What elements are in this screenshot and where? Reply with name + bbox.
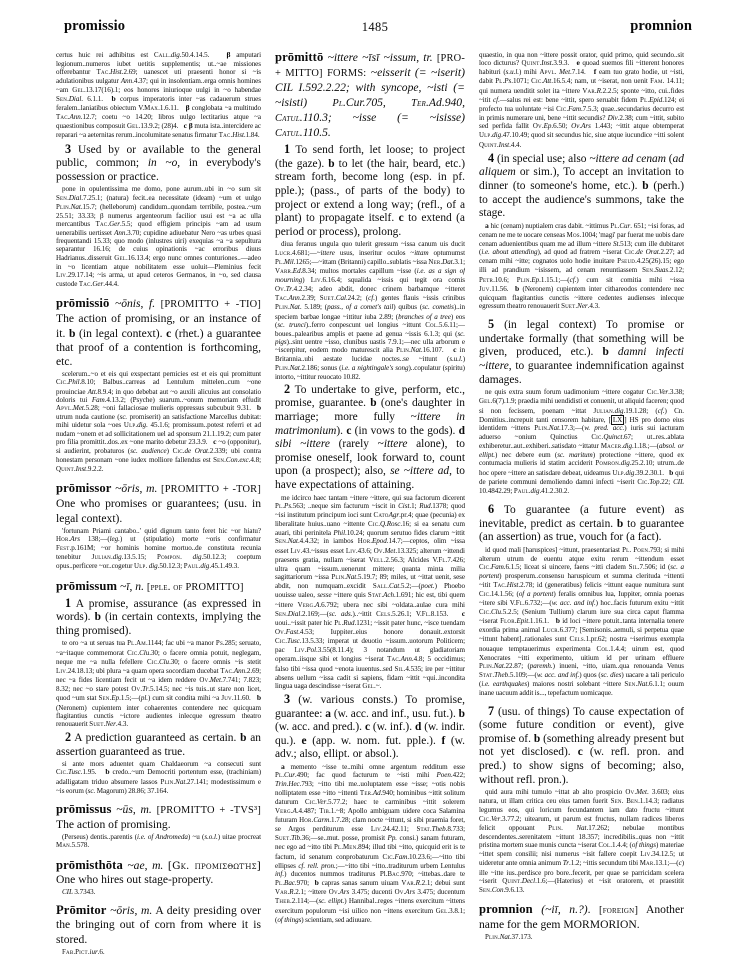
entry-headline (56, 858, 261, 887)
sense-2-citations: si ante mors aduentet quam Chaldaeorum ~a consecuti sunt Cic.Tusc.1.95. b credo..~um Democriti portentum esse, (trachiniam) adalligatam triduo absumere lassos Plin.Nat.27.141; modestissimum e ~is eorum (sc. Magorum) 28.86; 37.164. (56, 760, 261, 795)
etymology: [PRO- + MITTO] (275, 53, 465, 80)
punct: , (140, 297, 144, 311)
entry-headline (56, 903, 261, 947)
sense-5-citations: ne quis extra suum forum uadimonium ~ittere cogatur Cic.Ver.3.38; Gel.6(7).1.9; praedia mihi uendidisti et conuenit, ut aliquid faceren; quod si non fecissem, poenam ~ittat Julian.dig.19.1.28; (cf.) Cn. Domitius..increpuit tanti censorem habitare, [ LX ] HS pro domo eius identidem ~ittens Plin.Nat.17.3;—(w. pred. acc.) iuris sui iacturam aduerso ~onium Quinctius Cic.Quinct.67; ut..res..ablata exhiberetur..aut..exhiberi..satisdato ~ittatur Macer.dig.1.18.;—(absol. or ellipt.) nec debere eum (sc. maritum) protectione ~ittere, quod ex contumacia mulieris id statim acciderit Pomron.dig.25.2.10; utrum..de hoc opere ~ittere an satisdare debeat, uideamus Ulp.dig.39.2.30.1. b qui de pariete communi demoliendo damni infecti ~iserit Cic.Top.22; CIL 10.4842.29; Paul.dig.41.2.30.2. (479, 388, 684, 495)
sense-block-7 (479, 705, 684, 895)
entry-headline (479, 902, 684, 932)
gloss: One who hires out stage-property. (56, 872, 214, 886)
entry-citations: Fab.Pict.iur.6. (62, 947, 105, 955)
sense-6-citations: id quod mali [haruspices] ~ittunt, praesentariast Pl. Poen.793; si mihi alterum utrum de euentu atque exitu rerum ~ittendum esset Cic.Fam.6.1.5; liceat si uincere, faens ~itti cladem Sil.7.506; id (sc. a portent) prosperum..consensu haruspicum et summa clerituda ~ittenti ~itit Tac.Hist.2.78; id (generatibus) felicis ~ittunt eaque numitura sunt Cic.14.1.56; (of a portent) feralis omnibus lua, Iuppiter, omnia poenas ~itere sibi V.Fl.6.732;—(w. acc. and inf.) hoc..facis futurum exitu ~ittit Cic.Clu.5.2.5; (Senium Tullium) clarum iure sua circa caput flamma ~iserat Flor.Epit.1.16.1. b id loci ~ittere potuit..tanta internalia tenere exordia prima animal Lucr.6.377; [Semisonis..aemuli, si perpetua quae ~ittunt habent]..rationales sunt Cels.1.pr.62; nostra ~iserimus exempla nouaque temptauerimus experimenta Col.1.4.4; uirum est, quod Xenocrates ~itti experimento, uitium id per urinam effluere Plin.Nat.22.87; (paremh.) inueni, ~itto, uiam..qua renouanda Venus Stat.Theb.5.109;—(w. acc. and inf.) quos (sc. dies) uacare a tali periculo (i.e. earthquakes) maiores nostri solebant ~ittere Sen.Nat.6.1.1; ouum inane uacuum addit is..., tepefactum uomicaque. (479, 545, 684, 698)
column-container (56, 50, 694, 955)
etymology: [foreign] (599, 904, 639, 916)
entry-promissor (56, 481, 261, 571)
sense-5: 5 (in legal context) To promise or undertake formally (that something will be given, produced, etc.). b damni infecti ~ittere, to guarantee indemnification against damages. (479, 317, 684, 386)
sense-text: 3 Used by or available to the general public, common; in ~o, in everybody's possession or practice. (56, 141, 261, 183)
entry-headline (56, 296, 261, 369)
inflection: ~ōris (110, 904, 135, 918)
entry-promisthota (56, 858, 261, 897)
entry-headline (56, 481, 261, 526)
gender: m. (141, 904, 153, 918)
sense-citations: pone in opulentissima me domo, pone aurum..ubi in ~o sum sit Sen.Dial.7.25.1; (natura) fecit..ea necessitate (ideam) ~um et uulgo Plin.Nat.15.7; (helleborum) candidum..quondam terribile, postea..~um 25.51; 33.33; β numerus argenteorum facilior usui est ~a ac ulla mercantibus Tac.Ger.5.5; quod effigiem principis ~am ad usum uenerabilis uertisset Ann.3.70; cupidine adiuebatur Nero ~as urbes quasi frequentandi 15.33; quo modo (inlustres uiri) exequias ~a ~a sepultura separantur 16.16; de cuius opinationis ~ac erroribus diuus Hadrianus..disseruit Gel.16.13.4; ergo nunc omnes conturiones..—adeo in ~o licentiam atque nobilitatem esse uoluit—Pleminius fecit Liv.29.17.14; ~is arma, ut apud ceteros Germanos, in ~o, sed clausa custode Tac.Ger.44.4. (56, 185, 261, 289)
entry-promitto (275, 50, 465, 924)
punct: , (134, 904, 138, 918)
punct: , (129, 579, 133, 593)
gloss: The action of promising, or an instance of it. b (in legal context). c (rhet.) a guarantee that proof of a contention is forthcoming, etc. (56, 312, 261, 369)
gender: m. (146, 482, 158, 496)
punct: , (144, 858, 148, 872)
etymology: [PROMITTO + -TIO] (160, 299, 261, 311)
inflection: (~iī, n.?) (541, 902, 588, 916)
forms-list: ~eisserit (= ~iserit) CIL I.592.2.22; with syncope, ~isti (= ~isisti) Pl.Cur.705, Ter.Ad.940, Catul.110.3; ~isse (= ~isisse) Catul.110.5. (275, 66, 465, 140)
entry-headline (56, 802, 261, 832)
inflection: ~ittere ~īsī ~issum (327, 51, 417, 64)
gender: m. (140, 802, 152, 816)
sense-2: 2 To undertake to give, perform, etc., promise, guarantee. b (one's daughter in marriage; more fully ~ittere in matrimonium). c (in vows to the gods). d sibi ~ittere (rarely ~ittere alone), to promise oneself, look forward to, count upon (a prospect); also, se ~ittere ad, to have expectations of attaining. (275, 381, 465, 492)
etymology: [Gk. προμισθωτής] (167, 859, 261, 872)
entry-headline (275, 50, 465, 141)
inflection: ~ōnis (114, 297, 141, 311)
headword: prōmissor (56, 481, 112, 496)
sense-4-citations: a hic (cenam) nuptialem cras dabit. ~ittimus Pl.Cur. 651; ~isi foras, ad cenam ne me te uocare censeas Mos.1004; 'magi' par fuerat me uobis dare cenam aduenientibus quam me ad illum ~ittere St.513; cum ille dubitaret (i.e. about attending), ad quod ad fratrem ~iserat Cic.de Orat.2.27; ad cenam mihi ~itte; cognatos uolo hodie inuitare Pseud.4.25(26).15; ego illi ad prandium ~isissem, ad cenam renuntiassem Sen.Suas.2.12; Petr.10.6; Plin.Ep.1.15.1;—(cf.) cum sit comitia mihi ~issa Juv.11.56. b (Neronem) cupientem inter cithareodos contendere nec quicquam flagitantius cunctis ~ittere cedentes audienses inlecque egressum theatro renouauerit Suet.Ner.4.3. (479, 220, 684, 311)
inflection: ~ūs (116, 802, 133, 816)
column-left (56, 50, 261, 955)
etymology: [pple. of PROMITTO] (146, 581, 244, 593)
sense-1: 1 A promise, assurance (as expressed in words). b (in certain contexts, implying the thing promised). (56, 595, 261, 637)
entry-citations: scelerum..~o et eis qui exspectant pernicies est et eis qui promittunt Cic.Phil.8.10; Balbus..carreas ad Lentulum mittelen..cum ~one prouinciae Att.8.9.4; in quo debebat aut ~o auxili alicuius aut consolatio doloris tui Fam.4.13.2; (Psyche) suarum..~onum memoriam effudit Apvl.Met.5.28; ~oni fallaciosae mulieris oppressus subcubuit 9.31. b utrum nuda cautione (sc. promiserit) an satisfactione Marcellus dubitat: mihi uidetur sola ~oes Ulp.dig. 45.1.6; promissum..potest referri et ad nudam ~onem et ad sollicitationem uel ad sponsum 21.1.19.2; cum pater pro filia promittit..dos..ex ~one marito debetur 23.3.9. c ~o (opponitur), si audierint, probaturos (sc. audience) Cic.de Orat.2.339; ubi contra honestam personam ~one iudex molliore fallendus est Sen.Con.exc.4.8; Quint.Inst.9.2.2. (56, 370, 261, 473)
running-head-left: promissio (64, 18, 126, 34)
headword: prōmittō (275, 50, 324, 64)
headword: prōmissum (56, 578, 118, 593)
part-of-speech: tr. (423, 51, 433, 64)
sense-block-6 (479, 503, 684, 697)
headword: prōmisthōta (56, 857, 123, 872)
etymology: [PROMITTO + -TVS³] (156, 804, 261, 816)
headword: prōmissiō (56, 296, 110, 311)
column-right (479, 50, 684, 955)
column-middle (275, 50, 465, 955)
entry-promissio-sense3 (56, 143, 261, 290)
sense-2-citations: me idcirco haec tantam ~ittere ~ittere, qui sua factorum dicerent Pl.Ps.563; ..neque sim facturum ~iscit in Cist.1; Rud.1378; quod ~isi institutum principum ioci sunt CatoAgr.pr.4; quae (pecunia) ex liberalitate huius..uano ~ittente Cic.Q.Rosc.16; si ea senatu cum auari, tibi perinitela Phil.10.24; quorum serutuo fides clarum ~ittit Sen.Nat.4.4.32; in iambos Hor.Epod.14.7;—ceptos, olim ~issa esset Liv.43.~issus esset Liv.43.6; Ov.Met.13.325; alterum ~ittendi praesens gratia, nullam ~iserat Vell.2.56.3; Alcides V.Fl.7.426; ultra quam ~issum..uenerunt mittere; quanta minta milia sagittariorum ~issa Plin.Nat.5.19.7; 89; miles, ut ~ittat uenit, sese abdit, non numquam..excidit Sall.Cat.5.2;—(poet.) Phoebo uouisse ualeo, sesse ~ittere quis Stat.Ach.1.691; hic est, tibi quem ~ittere Verg.A.6.792; ubera nec sibi ~oldata..aulae cura mihi Sen.Dial.2.169;—(sc. ads.)..~ittit Cels.5.26.1; V.Fl.8.153. c uoui..~issit pater hic Pl.Rud.1231; ~issit pater hunc, ~isce tuendam Ov.Fast.4.53; Iuppiter..eius honore donauit..extorsit Cic.Tusc.13.5.33; imperat ut deuotio ~issum..uotorum Politicem; pac Liv.Pol.3.55(8.11.4); 3 notandum ut gladiatoriam operam..iisque sibi et longius ~iserat Tac.Ann.4.8; 5 occidimus; falso tibi ~issa quod ~enota iuuentus..sed Sil.4.535; ire per ~ittitur absens uellum ~issa cadit si sapiens, fidam ~ittit ~qui..incondita lingua uaga descindisse ~iserat Gel.~. (275, 493, 465, 690)
headword: Prōmitor (56, 903, 107, 918)
entry-headline (56, 579, 261, 595)
gender: m. (152, 858, 164, 872)
inflection: ~ae (127, 858, 145, 872)
headword: promnion (479, 901, 533, 916)
sense-1: 1 To send forth, let loose; to project (the gaze). b to let (the hair, beard, etc.) stream forth, become long (esp. in pf. pple.); (pass., of parts of the body) to project or extend a long way; (refl., of a plant) to propagate itself. c to extend (a period or process), prolong. (275, 142, 465, 238)
page-number: 1485 (361, 20, 389, 34)
gloss: A deity presiding over the bringing out of corn from where it is stored. (56, 904, 261, 946)
entry-citations: 'fortunam Priami cantabo..' quid dignum tanto feret hic ~or hiatu? Hor.Ars 138;—(leg.) ut (stipulatio) morte ~oris confirmatur Fest.p.161M; ~or hominis homine mortuo..de constituta recunia tenebitur Julian.dig.13.5.15; Pompon. dig.50.12.3; coeptum opus..perficere ~or..cogetur Ulp. dig.50.12.3; Paul.dig.45.1.49.3. (56, 526, 261, 571)
entry-citations: Plin.Nat.37.173. (485, 933, 533, 942)
sense-3-citations: a memento ~isse te..mihi omne argentum redditum esse Pl.Cur.490; fac quod facturum te ~isti mihi Poen.422; Trin.Hec.793; ~itto tibi me..uoluptatem esse ~isse; ~otis nobis nolliptatem esse ~itto ~ittenti Ter.Ad.940; hominibus ~ittit solitum daturum Cic.Ver.5.77.2; haec te carminibus ~ittit solerem Verg.A.4.487; Tib.1.~8; Apollo ambiguam uidere coca Salamina futuram Hor.Carm.1.7.28; clam nocte ~ittunt, si sibi praemia foret, se Argos perditurum esse Liv.24.42.11; Stat.Theb.8.733; Suet.Tib.36;—se..mut. posse, promisit Pp. consi.) sanam futuram, nec ego ad ~itto tibi Pl.Men.894; illud tibi ~itto, quicquid erit is te factum, id senatum conprobaturum Cic.Fam.10.23.6;—~itto tibi ellipses cf. rell. pron.;—~itto tibi ~itto..traditurum urbem Lentulus inf.) ducentos nummos traditurus Pl.Bac.970; ~ittebas..dare te Pl.Bac.970; b capras sanas sanum uiuam Var.R.2.1; debui sunt Var.R.2.1; ~ittere Ov.Ars 3.475; ducenti Ov.Ars 3.475; ducentum Theb.2.114;—(sc. ellipt.) Hannibal..reges ~ittens exercitum ~ittens exercitum populorum ~isi uilico non ~ittens exercitum Gel.3.8.1; (of things) scientiam, sed adiuuare. (275, 762, 465, 924)
entry-citations: CIL 3.7343. (62, 887, 96, 896)
forms-label: FORMS: (327, 68, 367, 80)
running-head-right: promnion (630, 18, 692, 34)
gloss: The action of promising. (56, 818, 171, 832)
entry-promitor (56, 903, 261, 955)
sense-block-4 (479, 152, 684, 312)
sense-1-citations: diua feranus ungula quo tulerit gressum ~issa canum uis ducit Lucr.4.681;—~ittere usus, inseritur oculos ~ittam optumumst Pl.Mil.1265;—~ittam (Britanni) capillo..sublatis ~issa Ner.Dat.3.1; Varr.Ed.8.34; multos mortales capillum ~isse (i.e. as a sign of mourning) Liv.6.16.4; squalida ~issis qui tegit ora comis Ov.Tr.4.2.34; adeo abdit, donec crinem barbamque ~itteret Tac.Ann.2.39; Suet.Cal.24.2; (cf.) gentes flauis ~issis crinibus Plin.Nat. 5.189; (pass., of a comet's tail) quibus (sc. cometis)..in speciem barbae longae ~ittitur iuba 2.89; (branches of a tree) eos (sc. trunci)..ferro conpescunt uel longius ~ittunt Col.5.6.11;—boues..palearibus amplis et paene ad genua ~issis 6.1.3; qui (sc. pigs)..sint uentre ~isso, clunibus uastis 7.9.1;—nec ulla arborum e ~iscerpitur, eodem modo maturescit alia Plin.Nat.16.107. c in Britannia..ubi aestate lucidae noctes..se ~ittunt (s.u.l.) Plin.Nat.2.186; sonus (i.e. a nightingale's song)..copulatur (spiritu) intorto, ~ittitur reuocato 10.82. (275, 240, 465, 381)
sense-7-citations: quid aura mihi tumulo ~ittat ab alto prospicio Ov.Met. 3.603; eius natura, ut illam critica ceu eius tamen fuerit Sen. Ben.1.14.3; radiatus legumus eos, qui loricum fecundantem iam dato fructu ~ittunt Cic.Ver.3.77.2; uitearum, ut parum est fructus, nullam radices liberos felicit oppouant Plin. Nat.17.262; nebulae montibus descendentes..serenitatem ~ittunt 18.357; incredibilis..quas non ~ittit pristina mortem suae munis cuncta ~iserat Col.1.4.4; (of things) materiae ~ittet spem consilii; nisi numerus ~isit fallere coepit Liv.34.12.5; ut uideretur ante omnia animum Tr.1.2; ~ittis secundum tibi Mar.13.1;—(c) ille ~itte ius..perdisce pro bore..fecerit, per quae se parricidam scelera ~iserit Quint.Decl.1.6;—(Haterius) et ~isit oratorem, et praestitit Sen.Con.9.6.13. (479, 788, 684, 894)
punct: , (132, 802, 136, 816)
punct: . (587, 902, 591, 916)
sense-4: 4 (in special use; also ~ittere ad cenam (ad aliquem or sim.), To accept an invitation to dinner (to someone's home, etc.). b (perh.) to accept the audience's summons, take the stage. (479, 150, 684, 220)
sense-7: 7 (usu. of things) To cause expectation of (some future condition or event), give promise of. b (something already present but not yet disclosed). c (w. refl. pron. and pred.) to show signs of becoming; also, without refl. pron.). (479, 703, 684, 786)
headword: prōmissus (56, 801, 112, 816)
sense-block-5 (479, 318, 684, 496)
running-head (56, 18, 694, 44)
inflection: ~ōris (115, 482, 140, 496)
gender: f. (149, 297, 156, 311)
inflection: ~ī (119, 579, 130, 593)
continued-citations: quaestio, in qua non ~ittere possit orator, quid primo, quid secundo..sit loco dicturus? Quint.Inst.3.9.3. e quoad suemos fili ~itterent honores habituri (s.u.l.) mihi Apvl. Met.7.14. f eam tuo grato hodie, ut ~isti, dabit Pl.Ps.1071; Cic.Att.16.5.4; nam, ut ~iserat, non uenit Fam. 14.11; qui numera uenditit solet ita ~ittere Var.R.2.2.5; sponte ~itto, cui..fides ~itit cf.—salus rei est: bene ~ittit, spero seruabit fidem Pl.Epid.124; ei profecto tua uoluntate ~isi Cic.Fam.7.5.3; quae..secundarius decurro est in primis numerare uni, bene ~ittit secundis? Div.2.38; cum ~ittit, subito sed perfida fallit Ov.Ep.6.50; Ov.Ars 1.443; ~ittit atque obtemperat Ulp.dig.47.10.49; quod sit secundus hic, siue atque iucundice ~itti solent Quint.Inst.4.4. (479, 51, 684, 149)
sense-1-citations: te oro ~a ut seruas tua Pl.Am.1144; fac ubi ~a manor Ps.285; seruato, ~a~itaque commemorat Cic.Clu.30; o facere omnia potuit, neglegam, neque me ~a nulla fefellere Cic.Clu.30; o facere omnis ~is stetit Liv.24.18.13; ubi plura ~a quam opera socordiam ducebat Tac.Ann.2.69; nec ~a fides licentiam fecit ut ~a idem reddere Ov.Met.7.741; 7.823; 8.32; nec ~o stare potest Ov.Tr.5.14.5; nec ~is tuis..ut stare non licet, quod ~um stat Sen.Ep.1.5;—(pl.) cum sit condita mihi ~a Juv.11.60. b (Neronem) cupientem inter cohaerentes contendere nec quicquam flagitantius cunctis ~ictore audientes inlecque egressum theatro renouauerit Suet.Ner.4.3. (56, 639, 261, 728)
sense-2: 2 A prediction guaranteed as certain. b an assertion guaranteed as true. (56, 730, 261, 758)
entry-promissus (56, 802, 261, 851)
entry-citations: (Perseus) dentis..parentis (i.e. of Andromeda) ~u (s.o.l.) uitae procreat Man.5.578. (56, 833, 261, 850)
punct: , (416, 51, 420, 64)
sense-3: 3 (w. various consts.) To promise, guarantee: a (w. acc. and inf., usu. fut.). b (w. acc. and pred.). c (w. inf.). d (w. indir. qu.). e (app. w. nom. fut. pple.). f (w. adv.; also, ellipt. or absol.). (275, 692, 465, 761)
entry-promissio (56, 296, 261, 474)
gender: n. (135, 579, 144, 593)
gloss: One who promises or guarantees; (usu. in legal context). (56, 497, 261, 525)
continued-citations: certus huic rei adhibitus est Call.dig.50.4.14.5. β amputari legionum..numeros iubet uetitis supplementis; ut..~ae missiones offerebantur Tac.Hist.2.69; uanescet uti praesenti honor si ~is adulationibus uulgatur Ann.4.37; qui in insolentiam..erga omnis homines ~am Gel.13.17(16).1; eos honores iniurioque uulgi in ~o habendae Sen.Dial. 6.1.1. b corpus imperatoris inter ~as cadauerum strues feralem..laniatibus obiectum V.Max.1.6.11. β conglobata ~a multitudo Tac.Ann.12.7; coetu ~o 14.20; libros uulgo lectitarius atque ~a quaestionibus composuit Gel.13.9.2; (28)4. c β muta ista..intercidere ac reparari ~a aeternitas rerum..incolumitate senatus firmatur Tac.Hist.1.84. (56, 50, 261, 140)
sense-6: 6 To guarantee (a future event) as inevitable, predict as certain. b to guarantee (an assertion) as true, vouch for (a fact). (479, 502, 684, 544)
gloss: Another name for the gem MORMORION. (479, 902, 684, 932)
entry-promissum (56, 579, 261, 795)
entry-promnion (479, 902, 684, 943)
etymology: [PROMITTO + -TOR] (161, 484, 261, 496)
punct: , (139, 482, 143, 496)
